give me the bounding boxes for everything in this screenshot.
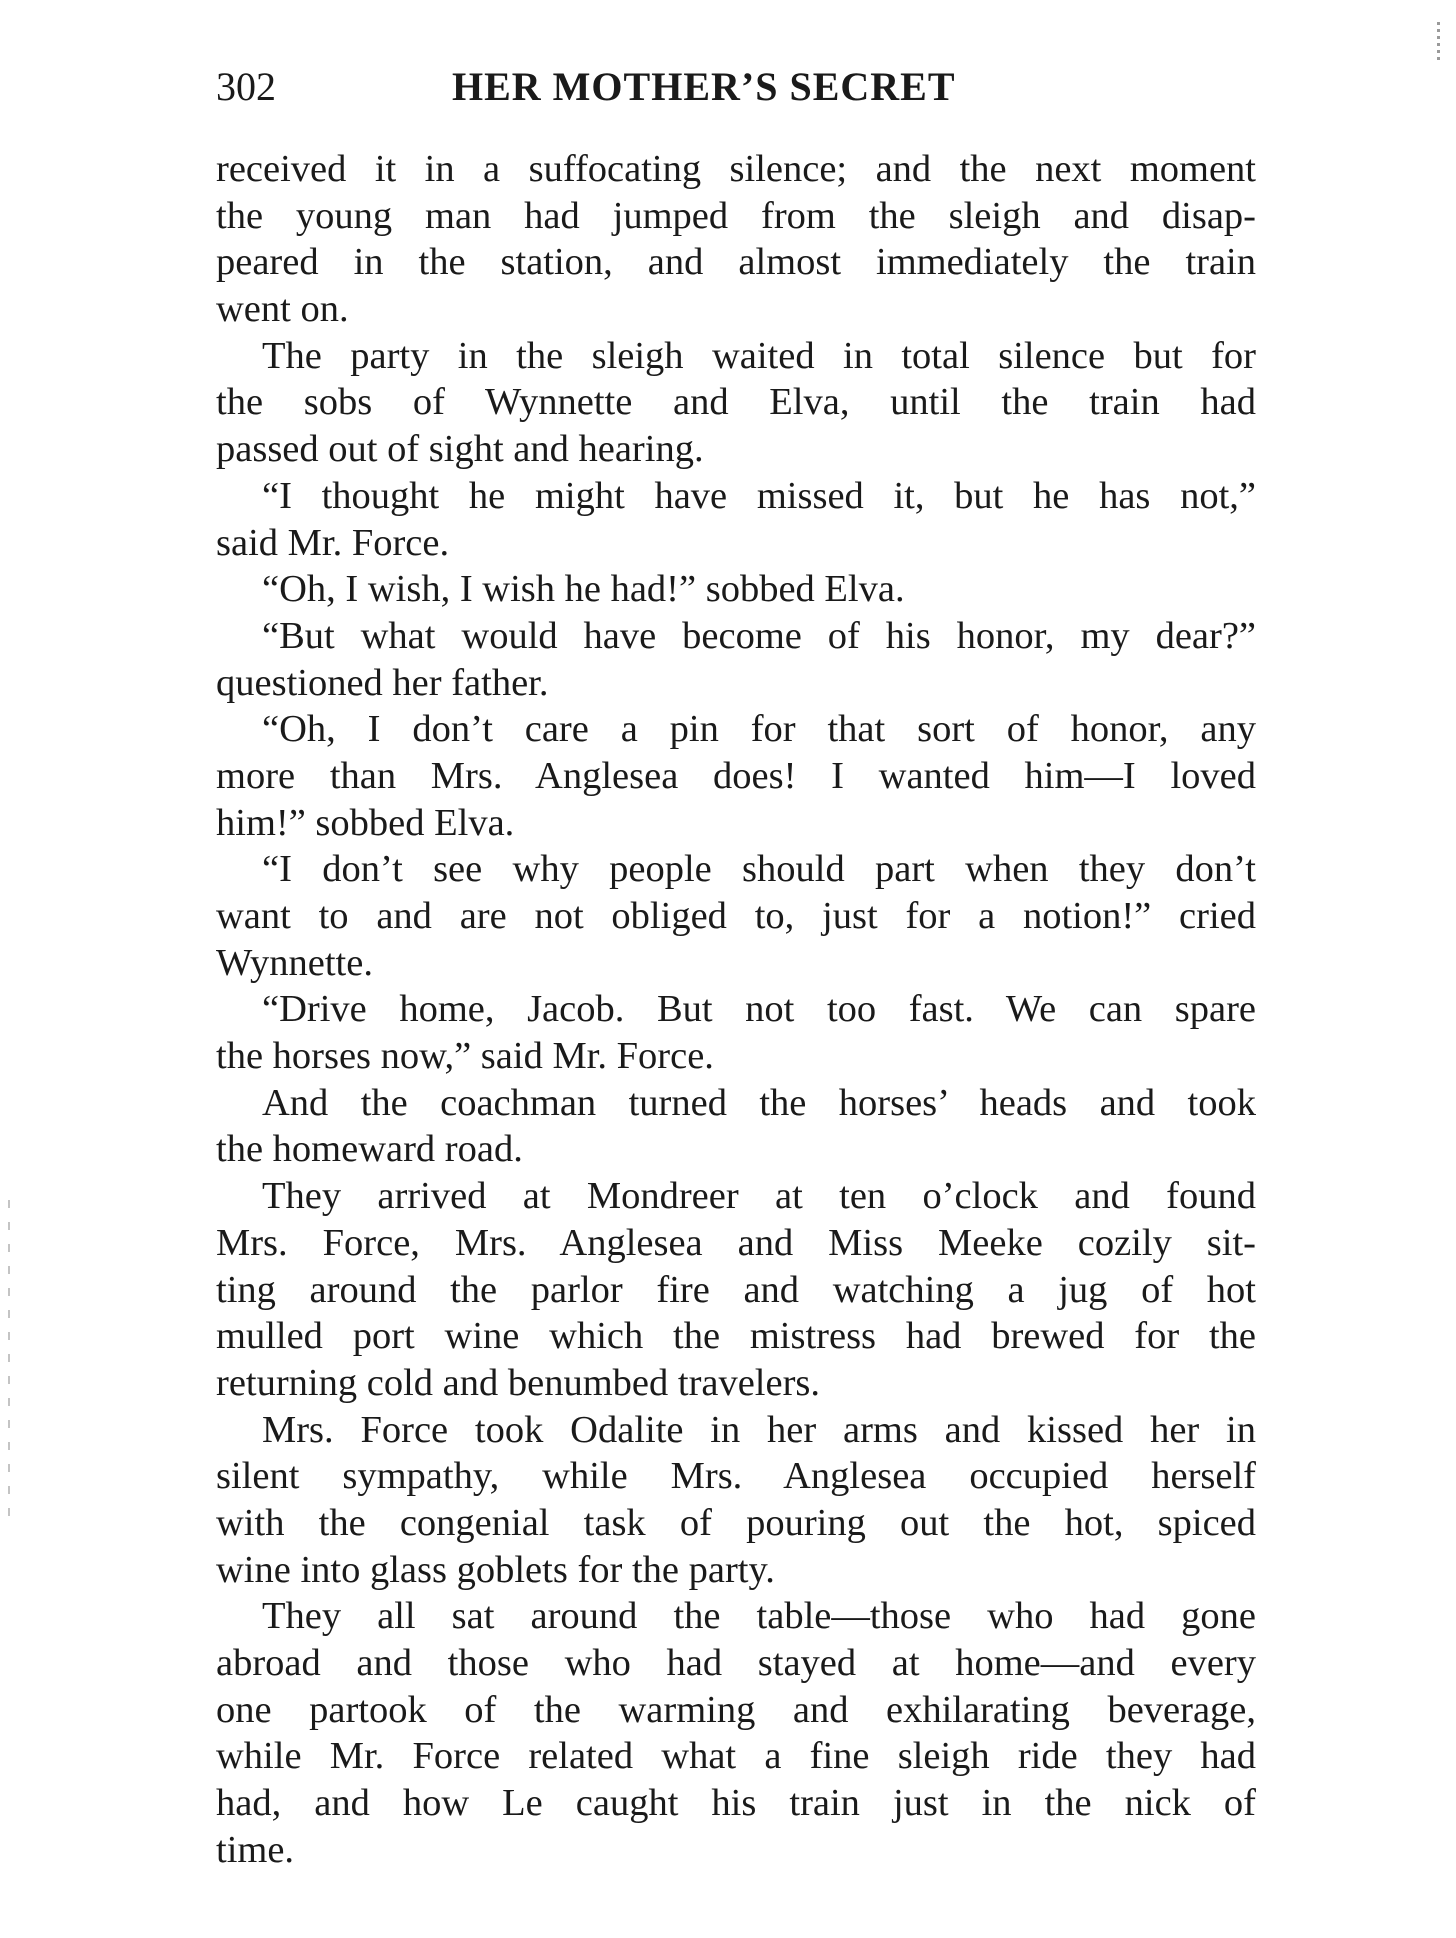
text-line: the sobs of Wynnette and Elva, until the train had	[216, 381, 1256, 424]
scan-left-edge	[8, 1200, 10, 1530]
page-number: 302	[216, 64, 276, 109]
body-text	[216, 146, 1256, 1873]
text-line: mulled port wine which the mistress had brewed for the	[216, 1315, 1256, 1358]
text-line: him!” sobbed Elva.	[216, 801, 515, 844]
text-line: “I thought he might have missed it, but he has not,”	[262, 474, 1256, 517]
text-line: The party in the sleigh waited in total silence but for	[262, 334, 1256, 377]
text-line: had, and how Le caught his train just in the nick of	[216, 1782, 1256, 1825]
text-line: went on.	[216, 288, 349, 331]
text-line: Wynnette.	[216, 941, 373, 984]
text-line: “Drive home, Jacob. But not too fast. We can spare	[262, 988, 1256, 1031]
text-line: ting around the parlor fire and watching a jug of hot	[216, 1268, 1256, 1311]
text-line: one partook of the warming and exhilarating beverage,	[216, 1688, 1256, 1731]
text-line: Mrs. Force took Odalite in her arms and kissed her in	[262, 1408, 1256, 1451]
text-line: silent sympathy, while Mrs. Anglesea occupied herself	[216, 1455, 1256, 1498]
text-line: They arrived at Mondreer at ten o’clock and found	[262, 1175, 1256, 1218]
text-line: peared in the station, and almost immediately the train	[216, 241, 1256, 284]
text-line: “Oh, I wish, I wish he had!” sobbed Elva.	[262, 568, 905, 611]
scan-margin-mark	[1437, 22, 1440, 60]
text-line: They all sat around the table—those who had gone	[262, 1595, 1256, 1638]
text-line: “Oh, I don’t care a pin for that sort of honor, any	[262, 708, 1256, 751]
running-title: HER MOTHER’S SECRET	[452, 64, 956, 109]
text-line: received it in a suffocating silence; and the next moment	[216, 148, 1256, 190]
text-line: Mrs. Force, Mrs. Anglesea and Miss Meeke cozily sit-	[216, 1221, 1256, 1264]
text-line: And the coachman turned the horses’ heads and took	[262, 1081, 1256, 1124]
text-line: “But what would have become of his honor, my dear?”	[262, 614, 1256, 657]
text-line: with the congenial task of pouring out the hot, spiced	[216, 1501, 1256, 1544]
text-line: the horses now,” said Mr. Force.	[216, 1035, 714, 1078]
text-line: while Mr. Force related what a fine sleigh ride they had	[216, 1735, 1256, 1778]
text-line: returning cold and benumbed travelers.	[216, 1361, 821, 1404]
text-line: more than Mrs. Anglesea does! I wanted him—I loved	[216, 754, 1256, 797]
text-line: abroad and those who had stayed at home—and every	[216, 1642, 1256, 1684]
page-header	[216, 62, 1256, 112]
text-line: passed out of sight and hearing.	[216, 428, 704, 471]
text-line: the homeward road.	[216, 1128, 523, 1171]
text-line: said Mr. Force.	[216, 521, 450, 564]
text-line: “I don’t see why people should part when they don’t	[262, 848, 1256, 891]
text-line: the young man had jumped from the sleigh and disap-	[216, 194, 1256, 237]
text-line: want to and are not obliged to, just for a notion!” cried	[216, 895, 1256, 937]
text-line: questioned her father.	[216, 661, 549, 704]
text-line: time.	[216, 1828, 295, 1871]
text-line: wine into glass goblets for the party.	[216, 1548, 775, 1591]
